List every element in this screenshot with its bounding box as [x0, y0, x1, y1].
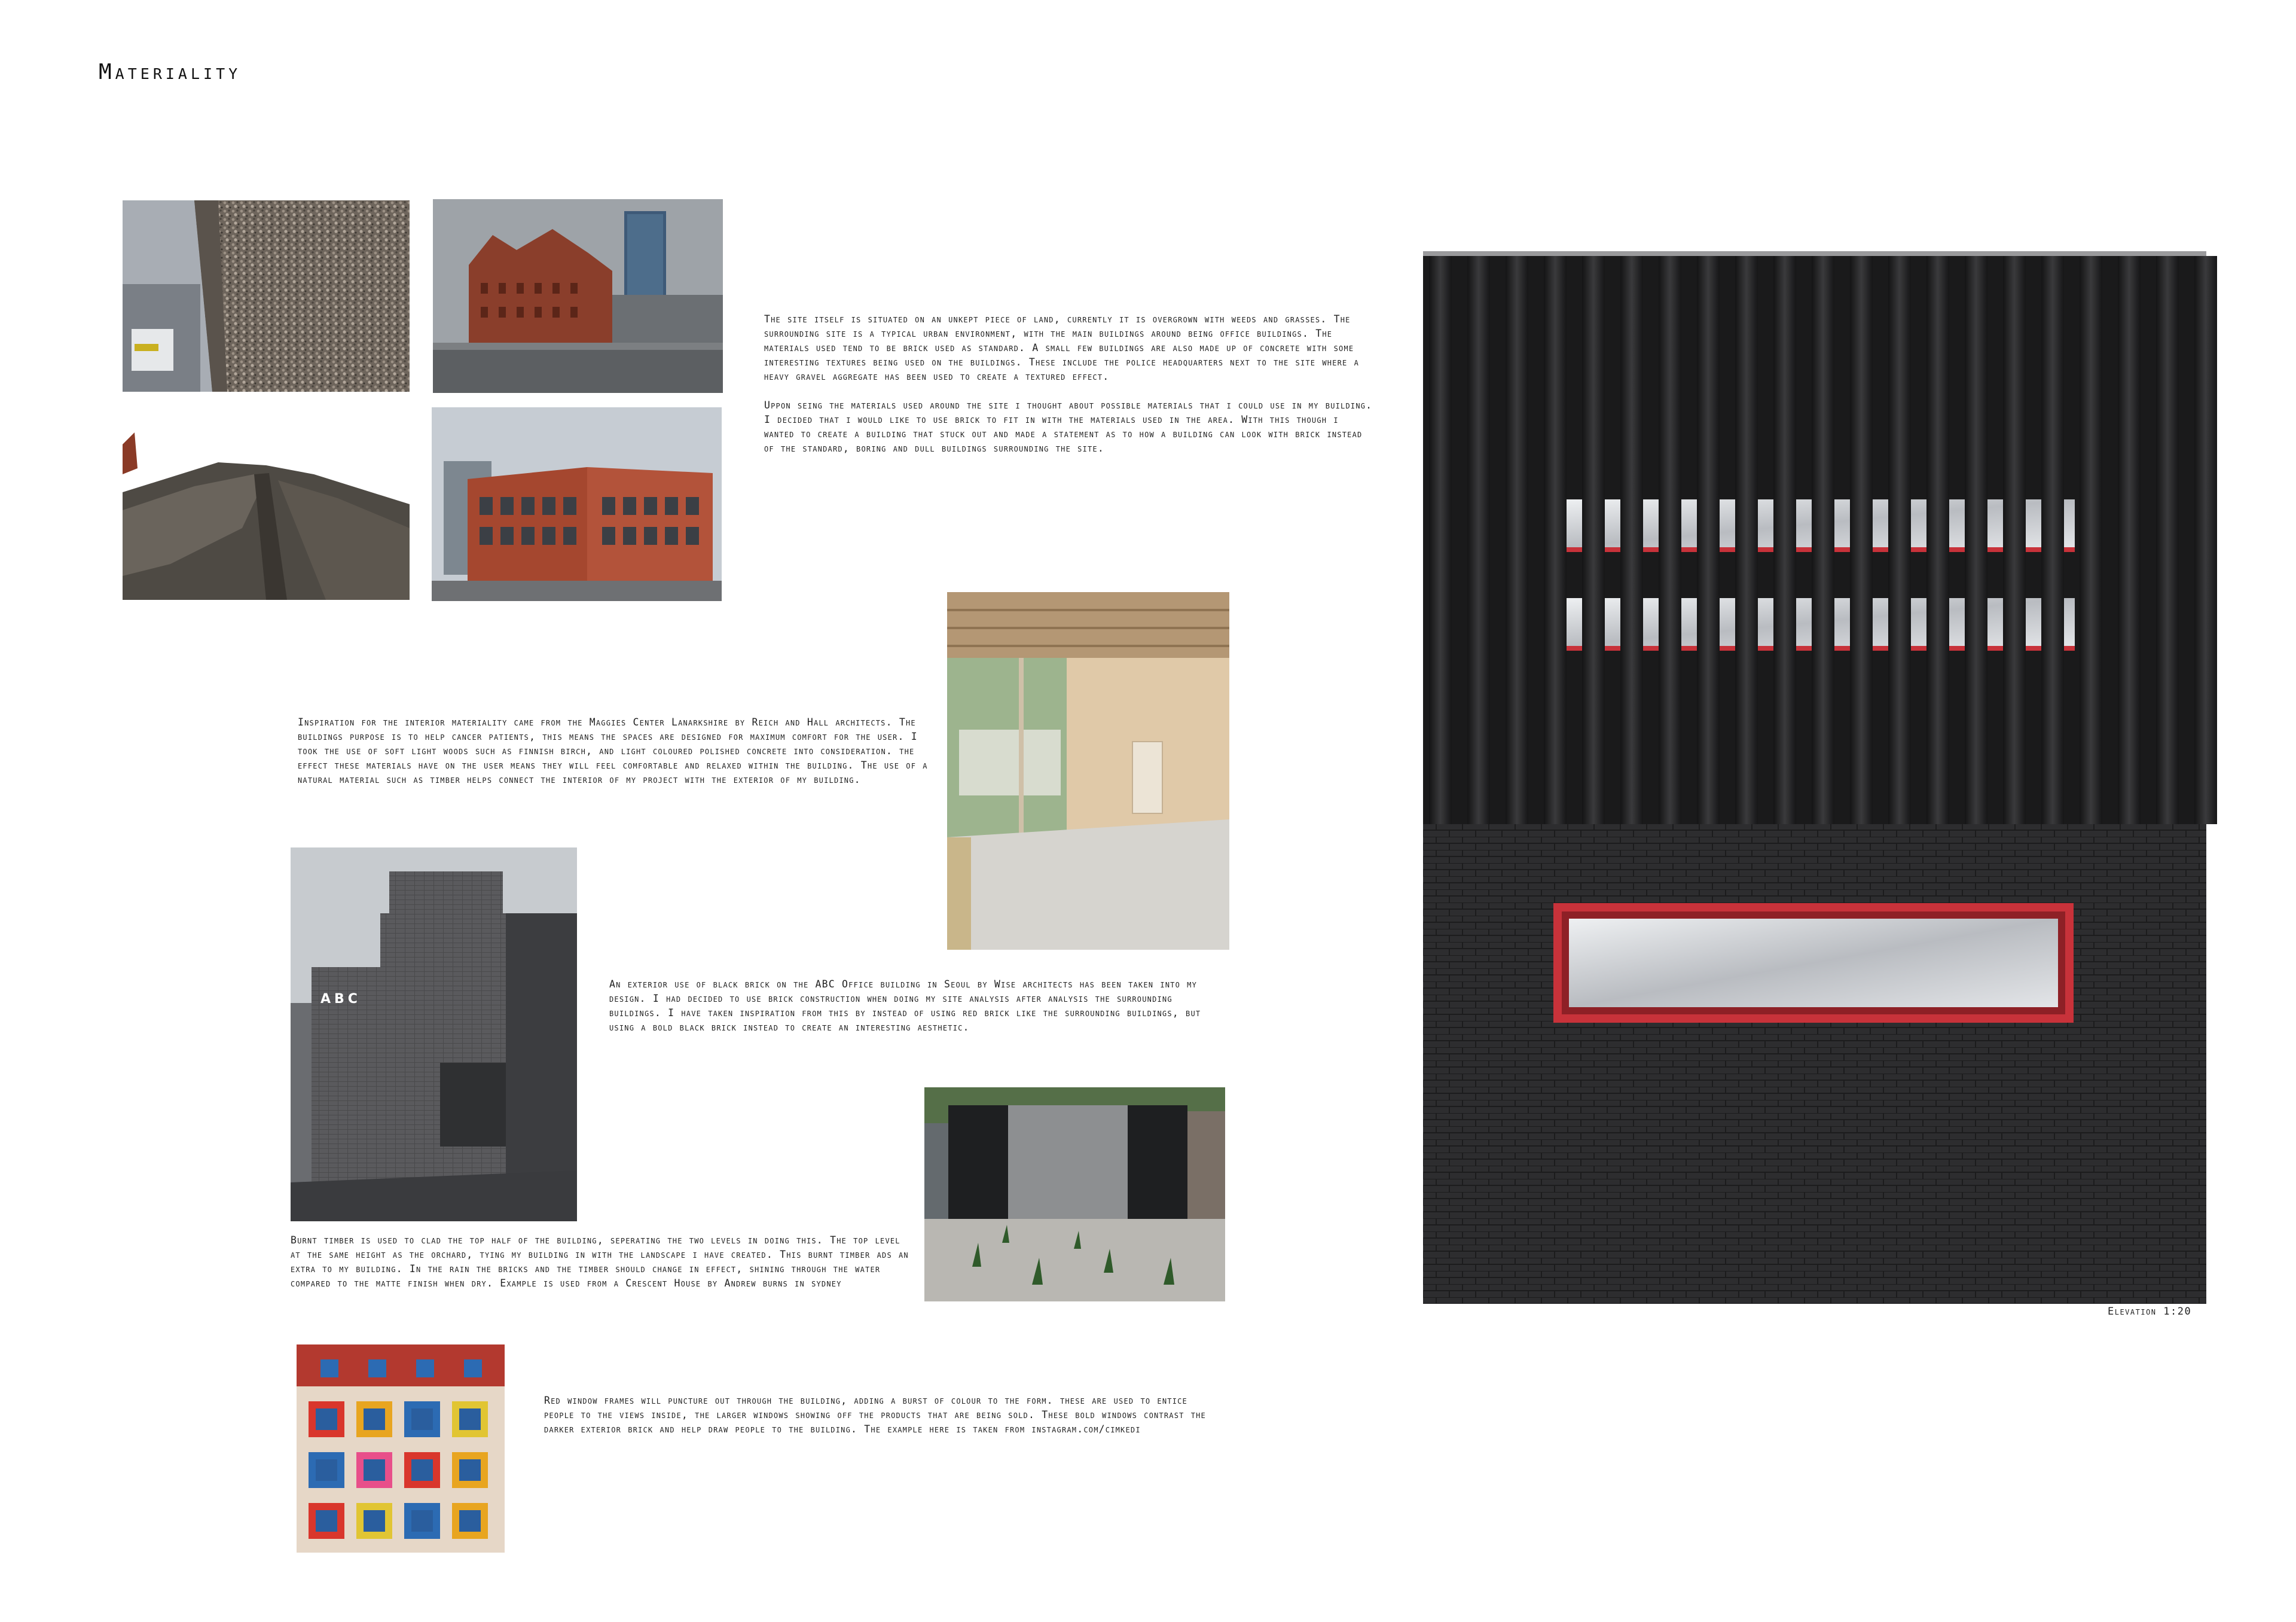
window-glass: [364, 1408, 385, 1430]
abc-building-photo: [291, 847, 577, 1221]
timber-slat: [2041, 256, 2064, 824]
window-glass: [316, 1459, 337, 1481]
site-paragraph-1: The site itself is situated on an unkept piece of land, currently it is overgrown with weeds and grasses. The surrounding site is a typical urban environment, with the main buildings around being office buildings. The materials used tend to be brick used as standard. A small few buildings are also made up of concrete with some interesting textures being used on the buildings. These include the police headquarters next to the site where a heavy gravel aggregate has been used to create a textured effect.: [764, 313, 1360, 382]
interior-timber-photo: [947, 592, 1229, 950]
window-glass: [459, 1510, 481, 1532]
timber-slat: [1926, 256, 1949, 824]
timber-description: Burnt timber is used to clad the top half of the building, seperating the two levels in doing this. The top level at the same height as the orchard, tying my building in with the landscape i have created. This burnt timber ads an extra to my building. In the rain the bricks and the timber should change in effect, shining through the water compared to the matte finish when dry. Example is used from a Crescent House by Andrew burns in sydney: [291, 1234, 909, 1289]
red-window-frames-photo: [297, 1344, 505, 1553]
timber-slat: [1735, 256, 1758, 824]
site-paragraph-2: Uppon seing the materials used around the site i thought about possible materials that i could use in my building. I decided that i would like to use brick to fit in with the materials used in the area. With this though i wanted to create a building that stuck out and made a statement as to how a building can look with brick instead of the standard, boring and dull buildings surrounding the site.: [764, 400, 1373, 454]
timber-slat: [1812, 256, 1834, 824]
timber-slat: [1697, 256, 1720, 824]
window-description: Red window frames will puncture out through the building, adding a burst of colour to the form. these are used to entice people to the views inside, the larger windows showing off the products that are being sold. These bold windows contrast the darker exterior brick and help draw people to the building. The example here is taken from instagram.com/cimkedi: [544, 1395, 1206, 1435]
red-brick-street-photo: [433, 199, 723, 393]
window-glass: [316, 1408, 337, 1430]
burnt-timber-photo: [924, 1087, 1225, 1301]
abc-sign: ABC: [320, 992, 361, 1007]
elevation-caption: Elevation 1:20: [2108, 1306, 2192, 1318]
window-glass: [364, 1459, 385, 1481]
site-description: [764, 312, 1374, 470]
elevation-drawing: [1423, 251, 2230, 1310]
window-glass: [364, 1510, 385, 1532]
timber-slat: [1888, 256, 1911, 824]
timber-slat: [2003, 256, 2026, 824]
window-glass: [459, 1459, 481, 1481]
gravel-wall-photo: [123, 200, 410, 392]
timber-slat: [2080, 256, 2102, 824]
timber-slat: [1773, 256, 1796, 824]
office-building-photo: [432, 407, 722, 601]
timber-slat: [1467, 256, 1490, 824]
window-glass: [411, 1510, 433, 1532]
timber-slat: [2118, 256, 2141, 824]
interior-description: Inspiration for the interior materiality came from the Maggies Center Lanarkshire by Reich and Hall architects. The buildings purpose is to help cancer patients, this means the spaces are designed for maximum comfort for the user. I took the use of soft light woods such as finnish birch, and light coloured polished concrete into consideration. the effect these materials have on the user means they will feel comfortable and relaxed within the building. The use of a natural material such as timber helps connect the interior of my project with the exterior of my building.: [298, 717, 928, 785]
timber-slat: [1850, 256, 1873, 824]
brick-description: An exterior use of black brick on the ABC Office building in Seoul by Wise architects has been taken into my design. I had decided to use brick construction when doing my site analysis after analysis the surrounding buildings. I have taken inspiration from this by instead of using red brick like the surrounding buildings, but using a bold black brick instead to create an interesting aesthetic.: [609, 978, 1201, 1033]
timber-slat: [1965, 256, 1987, 824]
textured-concrete-photo: [123, 408, 410, 600]
window-glass: [411, 1459, 433, 1481]
window-glass: [411, 1408, 433, 1430]
timber-slat: [1544, 256, 1567, 824]
timber-slat: [2194, 256, 2217, 824]
window-glass: [459, 1408, 481, 1430]
timber-slat: [2156, 256, 2179, 824]
timber-slat: [1620, 256, 1643, 824]
timber-slat: [1429, 256, 1452, 824]
page-title: Materiality: [99, 60, 242, 84]
timber-slat: [1582, 256, 1605, 824]
window-glass: [316, 1510, 337, 1532]
timber-slat: [1659, 256, 1681, 824]
timber-slat: [1506, 256, 1528, 824]
